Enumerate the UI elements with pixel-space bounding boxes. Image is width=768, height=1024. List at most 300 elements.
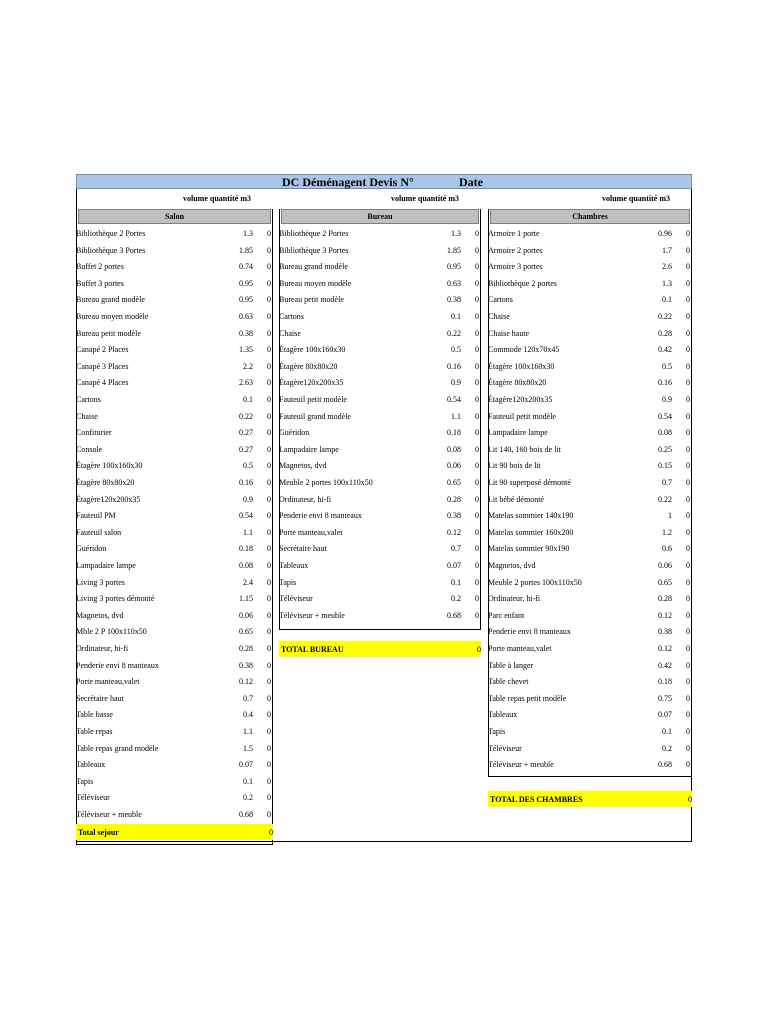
item-volume: 0.42 — [658, 345, 672, 355]
item-volume: 0.12 — [658, 644, 672, 653]
item-name: Lampadaire lampe — [488, 428, 548, 438]
item-row[interactable] — [488, 641, 692, 658]
item-m3: 0 — [267, 710, 271, 720]
item-row[interactable] — [279, 326, 481, 343]
item-name: Secrétaire haut — [279, 544, 327, 554]
item-volume: 0.74 — [239, 262, 253, 272]
item-volume: 0.28 — [239, 644, 253, 653]
item-name: Tableaux — [488, 710, 518, 720]
item-volume: 2.2 — [243, 361, 253, 371]
column-headers: volume quantité m3 — [602, 194, 670, 203]
item-m3: 0 — [267, 776, 271, 786]
item-volume: 0.54 — [658, 411, 672, 421]
item-volume: 1.3 — [451, 229, 461, 238]
item-volume: 0.27 — [239, 428, 253, 438]
item-name: Cartons — [76, 395, 101, 404]
item-name: Chaise — [279, 328, 301, 338]
section-header-chambres: Chambres — [490, 209, 690, 224]
item-row[interactable] — [488, 276, 692, 293]
item-row[interactable] — [279, 575, 481, 592]
item-row[interactable] — [488, 442, 692, 459]
item-volume: 0.1 — [243, 776, 253, 786]
item-volume: 0.5 — [662, 361, 672, 371]
item-row[interactable] — [76, 276, 273, 293]
item-m3: 0 — [686, 494, 690, 504]
section-header-bureau: Bureau — [281, 209, 479, 224]
item-row[interactable] — [488, 475, 692, 492]
item-row[interactable] — [279, 226, 481, 243]
item-m3: 0 — [686, 229, 690, 238]
item-row[interactable] — [488, 757, 692, 774]
item-volume: 0.63 — [239, 312, 253, 321]
item-name: Armoire 1 porte — [488, 229, 540, 238]
item-row[interactable] — [76, 674, 273, 691]
item-name: Tapis — [76, 776, 94, 786]
item-volume: 0.28 — [658, 328, 672, 338]
item-row[interactable] — [488, 658, 692, 675]
item-row[interactable] — [76, 608, 273, 625]
item-m3: 0 — [267, 727, 271, 736]
item-m3: 0 — [267, 627, 271, 637]
item-row[interactable] — [76, 541, 273, 558]
item-volume: 0.12 — [447, 527, 461, 537]
item-row[interactable] — [76, 774, 273, 791]
item-m3: 0 — [686, 478, 690, 487]
item-name: Living 3 portes démonté — [76, 594, 155, 604]
item-m3: 0 — [686, 395, 690, 404]
item-name: Table repas — [76, 727, 113, 736]
item-row[interactable] — [488, 309, 692, 326]
item-row[interactable] — [279, 392, 481, 409]
item-name: Étagère120x200x35 — [279, 378, 344, 388]
item-m3: 0 — [475, 229, 479, 238]
item-volume: 2.63 — [239, 378, 253, 388]
item-volume: 0.75 — [658, 693, 672, 703]
item-name: Lampadaire lampe — [76, 561, 136, 570]
item-volume: 0.9 — [662, 395, 672, 404]
item-m3: 0 — [686, 328, 690, 338]
item-m3: 0 — [267, 411, 271, 421]
item-name: Tapis — [488, 727, 506, 736]
item-m3: 0 — [267, 229, 271, 238]
item-m3: 0 — [267, 262, 271, 272]
item-m3: 0 — [686, 677, 690, 687]
item-row[interactable] — [279, 608, 481, 625]
item-row[interactable] — [488, 359, 692, 376]
quote-title: DC Déménagent Devis N° — [282, 175, 414, 189]
item-row[interactable] — [488, 409, 692, 426]
total-label: Total sejour — [78, 828, 119, 837]
item-name: Matelas sommier 140x190 — [488, 511, 574, 521]
item-name: Matelas sommier 90x190 — [488, 544, 570, 554]
item-row[interactable] — [279, 591, 481, 608]
item-m3: 0 — [267, 644, 271, 653]
item-row[interactable] — [488, 458, 692, 475]
item-row[interactable] — [488, 375, 692, 392]
item-name: Ordinateur, hi-fi — [279, 494, 332, 504]
item-name: Porte manteau,valet — [488, 644, 552, 653]
item-row[interactable] — [488, 691, 692, 708]
item-row[interactable] — [76, 558, 273, 575]
item-name: Table basse — [76, 710, 113, 720]
item-m3: 0 — [475, 395, 479, 404]
item-volume: 0.1 — [451, 312, 461, 321]
item-row[interactable] — [76, 458, 273, 475]
item-name: Penderie envi 8 manteaux — [279, 511, 362, 521]
item-name: Tableaux — [76, 760, 106, 770]
item-volume: 0.22 — [239, 411, 253, 421]
item-name: Tableaux — [279, 561, 309, 570]
item-row[interactable] — [76, 790, 273, 807]
item-m3: 0 — [475, 461, 479, 471]
item-volume: 0.08 — [658, 428, 672, 438]
item-name: Cartons — [488, 295, 513, 305]
total-label: TOTAL DES CHAMBRES — [490, 795, 583, 804]
item-m3: 0 — [267, 660, 271, 670]
item-row[interactable] — [76, 475, 273, 492]
item-m3: 0 — [267, 428, 271, 438]
item-volume: 0.12 — [239, 677, 253, 687]
item-row[interactable] — [76, 591, 273, 608]
item-row[interactable] — [488, 292, 692, 309]
item-name: Bureau moyen modèle — [76, 312, 149, 321]
item-m3: 0 — [686, 428, 690, 438]
total-value: 0 — [477, 645, 481, 654]
item-row[interactable] — [76, 525, 273, 542]
item-row[interactable] — [76, 624, 273, 641]
item-row[interactable] — [76, 658, 273, 675]
item-row[interactable] — [279, 342, 481, 359]
item-m3: 0 — [475, 544, 479, 554]
item-m3: 0 — [686, 378, 690, 388]
item-row[interactable] — [488, 243, 692, 260]
item-m3: 0 — [475, 594, 479, 604]
item-name: Étagère120x200x35 — [488, 395, 553, 404]
item-volume: 0.27 — [239, 444, 253, 454]
item-volume: 0.18 — [239, 544, 253, 554]
item-row[interactable] — [76, 226, 273, 243]
item-row[interactable] — [279, 475, 481, 492]
item-m3: 0 — [686, 760, 690, 770]
item-name: Bureau petit modèle — [76, 328, 141, 338]
item-m3: 0 — [267, 444, 271, 454]
item-name: Chaise — [488, 312, 510, 321]
item-volume: 0.63 — [447, 278, 461, 288]
item-row[interactable] — [279, 409, 481, 426]
item-row[interactable] — [279, 375, 481, 392]
item-row[interactable] — [279, 558, 481, 575]
item-name: Mble 2 P 100x110x50 — [76, 627, 147, 637]
item-volume: 0.16 — [658, 378, 672, 388]
item-volume: 0.22 — [658, 494, 672, 504]
item-name: Magnetos, dvd — [76, 610, 124, 620]
item-row[interactable] — [279, 508, 481, 525]
item-volume: 1 — [668, 511, 672, 521]
item-volume: 1.1 — [451, 411, 461, 421]
item-m3: 0 — [267, 345, 271, 355]
item-name: Fauteuil petit modèle — [279, 395, 347, 404]
item-m3: 0 — [267, 312, 271, 321]
item-m3: 0 — [267, 544, 271, 554]
item-name: Bibliothèque 3 Portes — [76, 245, 146, 255]
item-name: Buffet 2 portes — [76, 262, 124, 272]
item-name: Étagère 80x80x20 — [279, 361, 338, 371]
item-m3: 0 — [686, 511, 690, 521]
item-volume: 0.38 — [658, 627, 672, 637]
item-row[interactable] — [76, 326, 273, 343]
item-volume: 0.68 — [447, 610, 461, 620]
item-row[interactable] — [488, 608, 692, 625]
item-m3: 0 — [475, 511, 479, 521]
item-row[interactable] — [488, 226, 692, 243]
item-row[interactable] — [76, 309, 273, 326]
item-m3: 0 — [267, 594, 271, 604]
item-name: Bureau moyen modèle — [279, 278, 352, 288]
item-row[interactable] — [76, 707, 273, 724]
item-name: Étagère 80x80x20 — [76, 478, 135, 487]
item-row[interactable] — [76, 425, 273, 442]
item-row[interactable] — [76, 741, 273, 758]
item-row[interactable] — [488, 541, 692, 558]
item-name: Canapé 2 Places — [76, 345, 129, 355]
item-row[interactable] — [76, 342, 273, 359]
item-volume: 0.07 — [658, 710, 672, 720]
item-volume: 1.3 — [662, 278, 672, 288]
item-row[interactable] — [279, 458, 481, 475]
item-name: Penderie envi 8 manteaux — [488, 627, 571, 637]
item-volume: 0.6 — [662, 544, 672, 554]
item-row[interactable] — [76, 409, 273, 426]
item-name: Lit 140, 160 bois de lit — [488, 444, 561, 454]
item-name: Console — [76, 444, 103, 454]
item-name: Bibliothèque 3 Portes — [279, 245, 349, 255]
item-m3: 0 — [686, 577, 690, 587]
item-row[interactable] — [76, 807, 273, 824]
item-m3: 0 — [267, 278, 271, 288]
item-row[interactable] — [279, 541, 481, 558]
item-row[interactable] — [488, 674, 692, 691]
item-name: Fauteuil salon — [76, 527, 122, 537]
item-m3: 0 — [475, 428, 479, 438]
item-name: Armoire 3 portes — [488, 262, 543, 272]
item-m3: 0 — [267, 527, 271, 537]
item-name: Bibliothèque 2 Portes — [279, 229, 349, 238]
item-name: Fauteuil PM — [76, 511, 116, 521]
item-row[interactable] — [488, 259, 692, 276]
item-volume: 0.12 — [658, 610, 672, 620]
item-m3: 0 — [686, 644, 690, 653]
item-row[interactable] — [488, 741, 692, 758]
item-volume: 0.07 — [239, 760, 253, 770]
item-row[interactable] — [76, 442, 273, 459]
item-volume: 0.65 — [239, 627, 253, 637]
item-m3: 0 — [686, 527, 690, 537]
item-name: Armoire 2 portes — [488, 245, 543, 255]
item-name: Chaise — [76, 411, 98, 421]
item-volume: 1.7 — [662, 245, 672, 255]
item-row[interactable] — [279, 243, 481, 260]
item-volume: 2.4 — [243, 577, 253, 587]
item-name: Bureau petit modèle — [279, 295, 344, 305]
item-m3: 0 — [267, 677, 271, 687]
item-m3: 0 — [686, 295, 690, 305]
item-volume: 0.2 — [243, 793, 253, 803]
item-name: Étagère 100x160x30 — [488, 361, 555, 371]
item-row[interactable] — [76, 724, 273, 741]
item-m3: 0 — [267, 361, 271, 371]
item-volume: 0.1 — [662, 295, 672, 305]
item-name: Chaise haute — [488, 328, 530, 338]
item-name: Étagère 100x160x30 — [279, 345, 346, 355]
item-name: Téléviseur — [279, 594, 313, 604]
item-row[interactable] — [279, 525, 481, 542]
item-name: Fauteuil petit modèle — [488, 411, 556, 421]
item-m3: 0 — [686, 561, 690, 570]
item-volume: 0.2 — [662, 743, 672, 753]
item-name: Tapis — [279, 577, 297, 587]
item-row[interactable] — [488, 508, 692, 525]
total-bureau — [279, 641, 481, 657]
item-name: Confiturier — [76, 428, 112, 438]
item-row[interactable] — [76, 359, 273, 376]
item-volume: 2.6 — [662, 262, 672, 272]
item-row[interactable] — [488, 342, 692, 359]
item-m3: 0 — [475, 577, 479, 587]
column-headers: volume quantité m3 — [391, 194, 459, 203]
item-row[interactable] — [488, 575, 692, 592]
item-m3: 0 — [686, 544, 690, 554]
item-row[interactable] — [488, 724, 692, 741]
item-volume: 0.5 — [451, 345, 461, 355]
item-name: Lit 90 bois de lit — [488, 461, 541, 471]
item-name: Bibliothèque 2 Portes — [76, 229, 146, 238]
item-row[interactable] — [488, 326, 692, 343]
item-row[interactable] — [488, 591, 692, 608]
item-m3: 0 — [686, 594, 690, 604]
item-volume: 0.38 — [239, 660, 253, 670]
item-name: Penderie envi 8 manteaux — [76, 660, 159, 670]
item-m3: 0 — [475, 527, 479, 537]
item-volume: 0.95 — [239, 278, 253, 288]
item-row[interactable] — [488, 492, 692, 509]
item-volume: 0.68 — [239, 810, 253, 819]
item-row[interactable] — [488, 707, 692, 724]
item-m3: 0 — [267, 561, 271, 570]
item-volume: 0.18 — [447, 428, 461, 438]
item-volume: 0.28 — [658, 594, 672, 604]
item-name: Étagère 100x160x30 — [76, 461, 143, 471]
item-m3: 0 — [267, 693, 271, 703]
item-row[interactable] — [76, 292, 273, 309]
item-volume: 0.42 — [658, 660, 672, 670]
item-volume: 0.1 — [451, 577, 461, 587]
item-volume: 0.22 — [658, 312, 672, 321]
item-m3: 0 — [267, 810, 271, 819]
item-m3: 0 — [686, 710, 690, 720]
item-row[interactable] — [76, 575, 273, 592]
item-row[interactable] — [76, 392, 273, 409]
item-row[interactable] — [279, 276, 481, 293]
item-name: Table repas grand modèle — [76, 743, 159, 753]
item-m3: 0 — [267, 577, 271, 587]
item-volume: 0.54 — [447, 395, 461, 404]
item-row[interactable] — [76, 508, 273, 525]
item-name: Lampadaire lampe — [279, 444, 339, 454]
item-name: Bureau grand modèle — [279, 262, 348, 272]
total-chambres — [488, 791, 692, 807]
item-m3: 0 — [267, 378, 271, 388]
item-m3: 0 — [686, 660, 690, 670]
item-m3: 0 — [686, 312, 690, 321]
item-row[interactable] — [488, 425, 692, 442]
item-row[interactable] — [76, 259, 273, 276]
item-row[interactable] — [279, 492, 481, 509]
item-row[interactable] — [76, 492, 273, 509]
item-name: Guéridon — [279, 428, 310, 438]
item-name: Table chevet — [488, 677, 529, 687]
item-row[interactable] — [279, 292, 481, 309]
item-m3: 0 — [475, 245, 479, 255]
item-name: Ordinateur, hi-fi — [488, 594, 541, 604]
item-m3: 0 — [686, 444, 690, 454]
item-m3: 0 — [686, 262, 690, 272]
item-volume: 0.07 — [447, 561, 461, 570]
item-row[interactable] — [76, 691, 273, 708]
title-bar — [76, 174, 692, 189]
item-name: Bureau grand modèle — [76, 295, 145, 305]
column-headers: volume quantité m3 — [183, 194, 251, 203]
item-name: Commode 120x70x45 — [488, 345, 560, 355]
item-name: Étagère 80x80x20 — [488, 378, 547, 388]
item-row[interactable] — [488, 392, 692, 409]
item-volume: 1.3 — [243, 229, 253, 238]
item-volume: 1.1 — [243, 527, 253, 537]
item-m3: 0 — [475, 361, 479, 371]
item-row[interactable] — [76, 243, 273, 260]
item-volume: 0.95 — [239, 295, 253, 305]
item-m3: 0 — [267, 395, 271, 404]
item-volume: 0.96 — [658, 229, 672, 238]
item-row[interactable] — [279, 309, 481, 326]
item-row[interactable] — [76, 375, 273, 392]
item-m3: 0 — [475, 295, 479, 305]
item-name: Canapé 4 Places — [76, 378, 129, 388]
item-m3: 0 — [267, 494, 271, 504]
item-row[interactable] — [76, 641, 273, 658]
item-name: Porte manteau,valet — [279, 527, 343, 537]
item-row[interactable] — [488, 525, 692, 542]
item-volume: 1.35 — [239, 345, 253, 355]
item-volume: 0.25 — [658, 444, 672, 454]
item-volume: 0.28 — [447, 494, 461, 504]
item-row[interactable] — [488, 624, 692, 641]
item-m3: 0 — [475, 312, 479, 321]
item-m3: 0 — [475, 444, 479, 454]
item-volume: 1.85 — [239, 245, 253, 255]
item-row[interactable] — [76, 757, 273, 774]
item-row[interactable] — [279, 359, 481, 376]
item-name: Living 3 portes — [76, 577, 125, 587]
item-row[interactable] — [488, 558, 692, 575]
item-m3: 0 — [475, 345, 479, 355]
item-name: Lit 90 superposé démonté — [488, 478, 571, 487]
item-name: Téléviseur + meuble — [279, 610, 345, 620]
item-row[interactable] — [279, 425, 481, 442]
item-row[interactable] — [279, 442, 481, 459]
quote-sheet — [76, 174, 692, 842]
item-row[interactable] — [279, 259, 481, 276]
item-volume: 0.68 — [658, 760, 672, 770]
